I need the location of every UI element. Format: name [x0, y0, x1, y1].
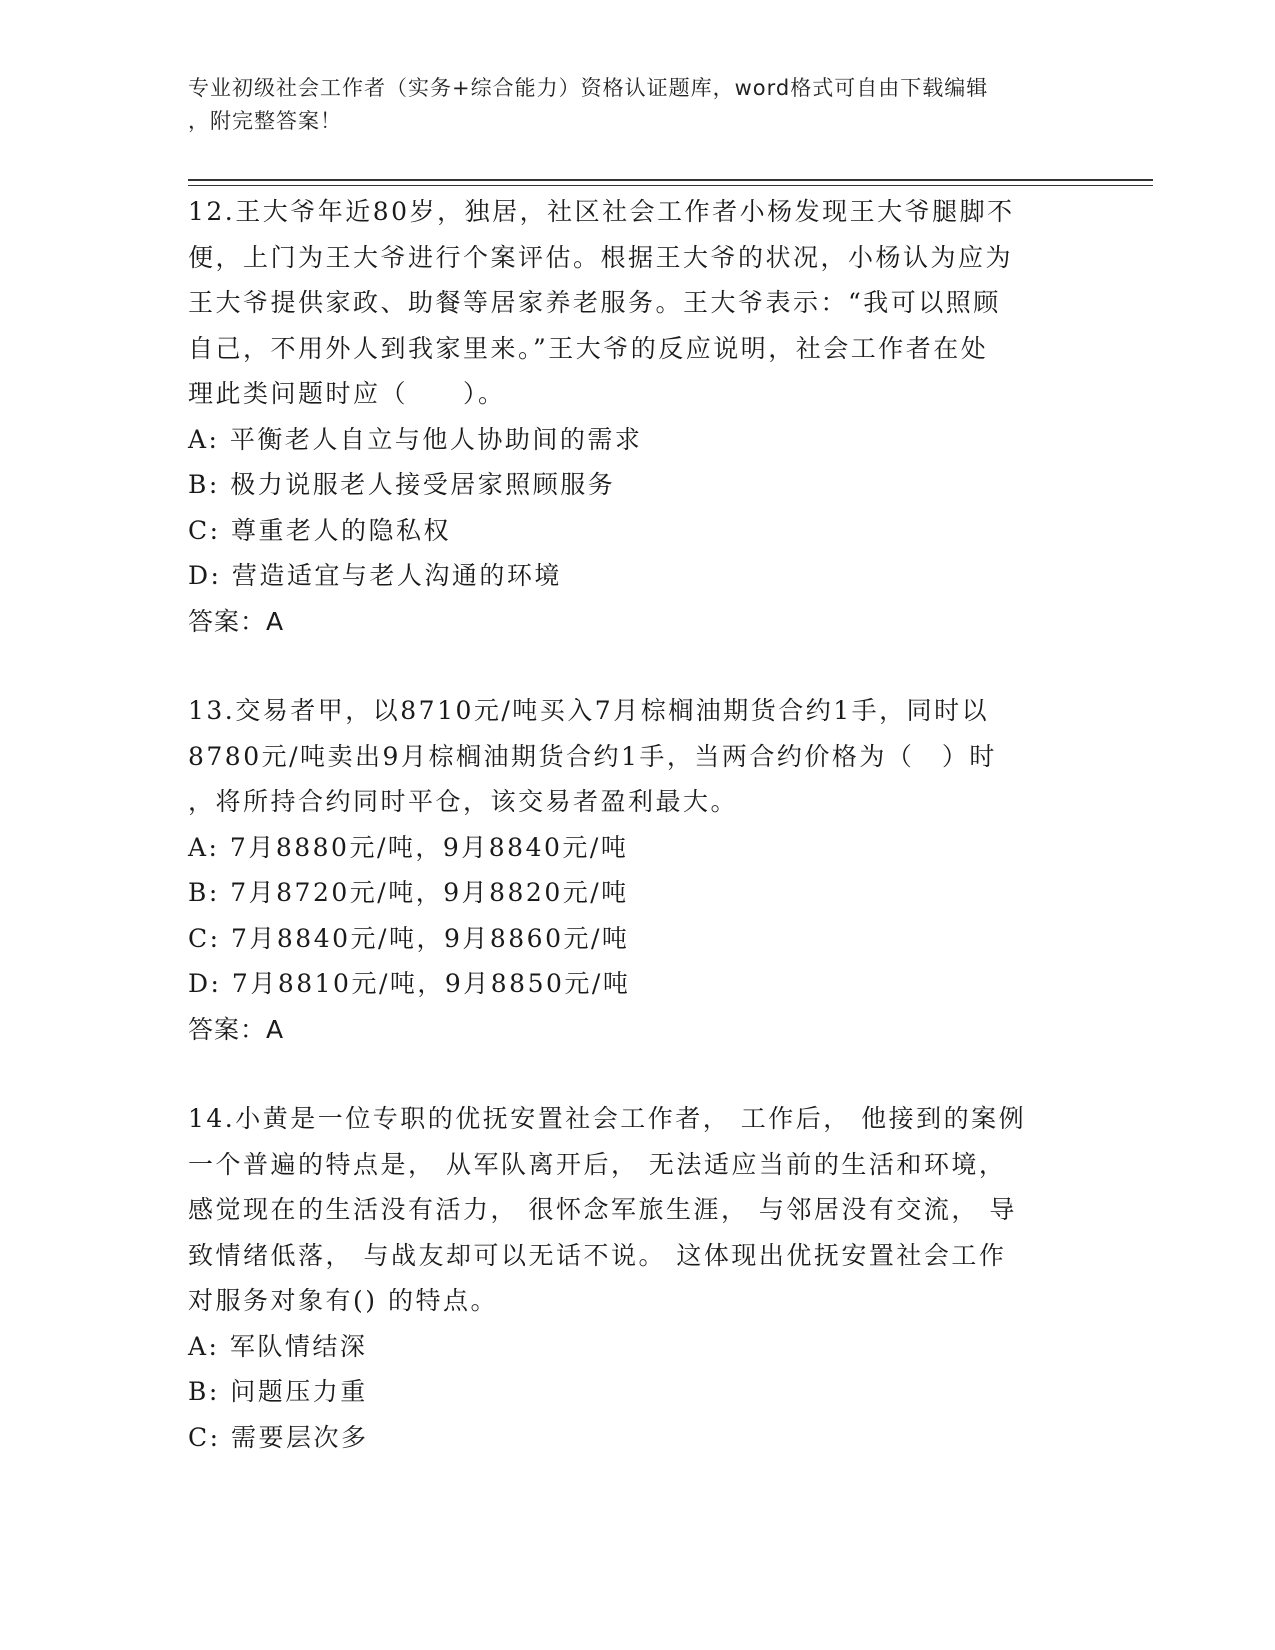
- option-c: C: 需要层次多: [188, 1422, 369, 1452]
- answer-label: 答案：A: [188, 606, 285, 636]
- header-title-line-2: ，附完整答案！: [188, 109, 342, 133]
- question-13: [188, 688, 1068, 1052]
- question-stem-line: 王大爷提供家政、助餐等居家养老服务。王大爷表示：“我可以照顾: [188, 288, 1001, 317]
- header-title-line-1: 专业初级社会工作者（实务+综合能力）资格认证题库，word格式可自由下载编辑: [188, 76, 989, 100]
- option-b: B: 7月8720元/吨，9月8820元/吨: [188, 878, 629, 907]
- option-a: A: 7月8880元/吨，9月8840元/吨: [188, 832, 629, 862]
- question-14: [188, 1096, 1068, 1460]
- question-stem-line: 一个普遍的特点是， 从军队离开后， 无法适应当前的生活和环境，: [188, 1149, 1007, 1179]
- option-a: A: 军队情结深: [188, 1331, 368, 1361]
- question-stem-line: 便，上门为王大爷进行个案评估。根据王大爷的状况，小杨认为应为: [188, 242, 1014, 272]
- question-stem-line: ，将所持合约同时平仓，该交易者盈利最大。: [188, 787, 739, 816]
- question-stem-line: 致情绪低落， 与战友却可以无话不说。 这体现出优抚安置社会工作: [188, 1240, 1007, 1270]
- answer-label: 答案：A: [188, 1014, 285, 1044]
- option-b: B: 问题压力重: [188, 1377, 368, 1406]
- question-stem-line: 13.交易者甲，以8710元/吨买入7月棕榈油期货合约1手，同时以: [188, 696, 990, 725]
- question-stem-line: 14.小黄是一位专职的优抚安置社会工作者， 工作后， 他接到的案例: [188, 1104, 1027, 1133]
- question-stem-line: 理此类问题时应（ ）。: [188, 379, 506, 408]
- header-rule: [188, 179, 1153, 181]
- question-stem-line: 感觉现在的生活没有活力， 很怀念军旅生涯， 与邻居没有交流， 导: [188, 1195, 1017, 1224]
- option-c: C: 尊重老人的隐私权: [188, 515, 451, 545]
- option-d: D: 营造适宜与老人沟通的环境: [188, 561, 562, 590]
- question-stem-line: 8780元/吨卖出9月棕榈油期货合约1手，当两合约价格为（ ）时: [188, 741, 997, 771]
- question-stem-line: 12.王大爷年近80岁，独居，社区社会工作者小杨发现王大爷腿脚不: [188, 197, 1015, 226]
- option-c: C: 7月8840元/吨，9月8860元/吨: [188, 923, 630, 953]
- document-header: [188, 72, 1088, 138]
- option-b: B: 极力说服老人接受居家照顾服务: [188, 470, 616, 499]
- option-d: D: 7月8810元/吨，9月8850元/吨: [188, 969, 631, 998]
- question-stem-line: 自己，不用外人到我家里来。”王大爷的反应说明，社会工作者在处: [188, 333, 989, 363]
- option-a: A: 平衡老人自立与他人协助间的需求: [188, 424, 643, 454]
- question-stem-line: 对服务对象有() 的特点。: [188, 1286, 498, 1315]
- header-rule-secondary: [188, 185, 1153, 186]
- question-12: [188, 189, 1068, 644]
